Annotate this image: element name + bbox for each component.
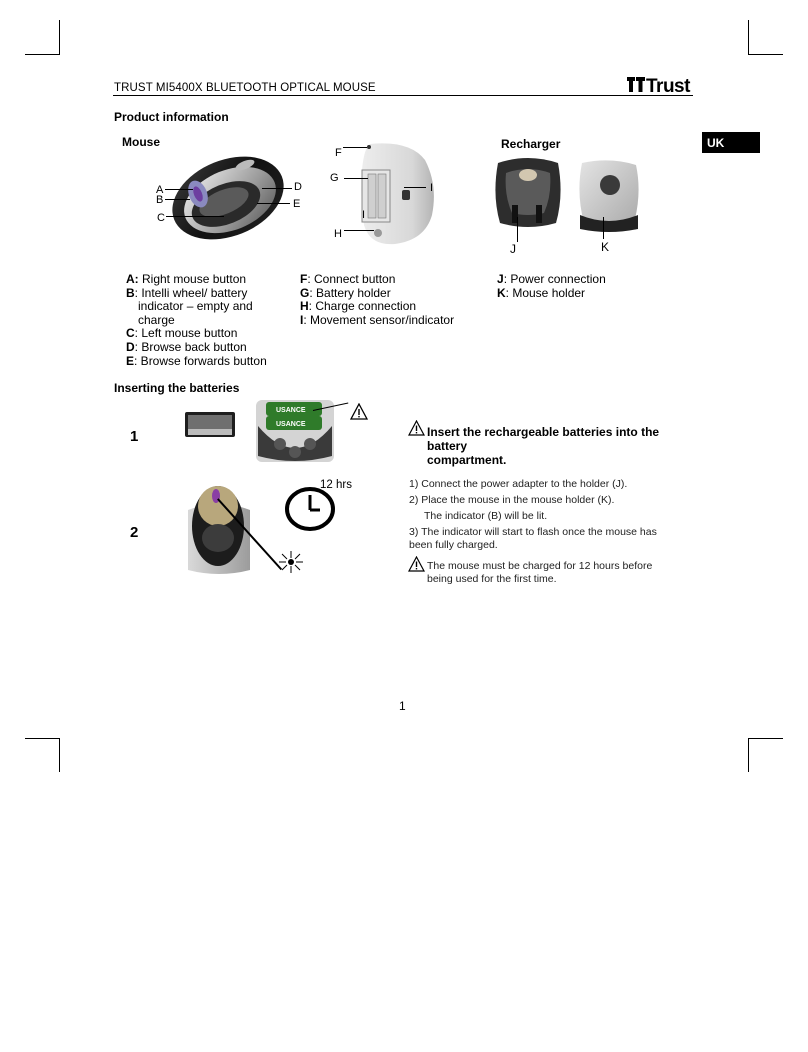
legend-item-d: D: Browse back button xyxy=(126,339,247,354)
legend-item-i: I: Movement sensor/indicator xyxy=(300,312,455,327)
step-2-line1: 1) Connect the power adapter to the holder (J). xyxy=(409,478,628,490)
callout-f: F xyxy=(335,147,342,159)
legend-item-e: E: Browse forwards button xyxy=(126,353,267,368)
step-1-warning-line2: compartment. xyxy=(427,453,507,467)
callout-line-b xyxy=(165,199,190,200)
page-number: 1 xyxy=(399,699,406,713)
legend-item-b: B: Intelli wheel/ battery xyxy=(126,285,248,300)
recharger-front-image xyxy=(574,157,644,233)
callout-d: D xyxy=(294,181,302,193)
callout-line-h xyxy=(344,230,374,231)
callout-b: B xyxy=(156,194,164,206)
step-1-number: 1 xyxy=(130,428,139,445)
header-rule xyxy=(113,95,693,96)
mouse-subheading: Mouse xyxy=(122,135,161,149)
callout-i: I xyxy=(430,182,434,194)
legend-item-c: C: Left mouse button xyxy=(126,326,238,341)
step-2-line2: 2) Place the mouse in the mouse holder (K). xyxy=(409,494,615,506)
callout-line-j xyxy=(517,217,518,242)
mouse-underside-image xyxy=(340,140,445,250)
recharger-back-image xyxy=(492,155,564,233)
product-info-heading: Product information xyxy=(114,110,229,124)
callout-line-k xyxy=(603,217,604,239)
callout-line-g xyxy=(344,178,368,179)
crop-mark-top-left-v xyxy=(59,20,60,55)
step-1-warning xyxy=(427,425,697,467)
callout-line-d xyxy=(262,188,292,189)
batteries-heading: Inserting the batteries xyxy=(114,381,240,395)
callout-line-f xyxy=(343,147,367,148)
callout-line-i xyxy=(404,187,426,188)
legend-item-g: G: Battery holder xyxy=(300,285,391,300)
battery-label-2: USANCE xyxy=(276,421,306,428)
step-2-warning-line1: The mouse must be charged for 12 hours before xyxy=(427,560,653,572)
recharger-subheading: Recharger xyxy=(501,137,561,151)
trust-logo-mark-icon xyxy=(627,77,645,97)
legend-column-mouse xyxy=(126,273,267,368)
clock-icon xyxy=(284,486,336,532)
warning-triangle-icon xyxy=(408,420,425,436)
crop-mark-bottom-left-v xyxy=(59,738,60,772)
crop-mark-top-left-h xyxy=(25,54,60,55)
legend-column-recharger xyxy=(497,273,606,300)
warning-triangle-icon xyxy=(350,403,368,420)
language-tab-uk: UK xyxy=(702,132,760,153)
legend-item-k: K: Mouse holder xyxy=(497,285,586,300)
callout-a: A xyxy=(156,184,164,196)
document-title: TRUST MI5400X BLUETOOTH OPTICAL MOUSE xyxy=(114,82,376,94)
trust-logo xyxy=(627,76,690,98)
step-1-warning-line1: Insert the rechargeable batteries into the battery xyxy=(427,425,660,453)
battery-cover-image xyxy=(183,410,237,440)
callout-g: G xyxy=(330,172,339,184)
callout-j: J xyxy=(510,242,516,256)
step-2-number: 2 xyxy=(130,524,139,541)
flashing-light-icon xyxy=(277,550,305,574)
callout-c: C xyxy=(157,212,165,224)
warning-triangle-icon xyxy=(408,556,425,572)
step-2-line3: The indicator (B) will be lit. xyxy=(424,510,548,522)
crop-mark-top-right-v xyxy=(748,20,749,55)
step-2-line5: been fully charged. xyxy=(409,539,498,551)
callout-k: K xyxy=(601,240,610,254)
step-2-warning xyxy=(427,560,697,586)
legend-item-j: J: Power connection xyxy=(497,272,606,286)
legend-item-a: A: Right mouse button xyxy=(126,272,247,286)
legend-item-b-cont1: indicator – empty and xyxy=(138,299,253,314)
battery-label-1: USANCE xyxy=(276,407,306,414)
legend-item-b-cont2: charge xyxy=(138,312,175,327)
callout-line-e xyxy=(257,203,290,204)
legend-item-f: F: Connect button xyxy=(300,272,396,286)
step-2-instructions xyxy=(409,478,699,552)
callout-i-inner: I xyxy=(362,209,366,221)
crop-mark-top-right-h xyxy=(748,54,783,55)
crop-mark-bottom-left-h xyxy=(25,738,60,739)
battery-compartment-image xyxy=(256,400,336,464)
trust-logo-text: Trust xyxy=(646,76,690,97)
callout-h: H xyxy=(334,228,342,240)
crop-mark-bottom-right-h xyxy=(748,738,783,739)
crop-mark-bottom-right-v xyxy=(748,738,749,772)
clock-label: 12 hrs xyxy=(320,479,352,491)
step-2-line4: 3) The indicator will start to flash once the mouse has xyxy=(409,526,657,538)
callout-line-c xyxy=(166,216,224,217)
callout-e: E xyxy=(293,198,301,210)
step-2-warning-line2: being used for the first time. xyxy=(427,573,557,585)
legend-item-h: H: Charge connection xyxy=(300,299,417,314)
legend-column-underside xyxy=(300,273,454,327)
callout-line-a xyxy=(165,189,193,190)
